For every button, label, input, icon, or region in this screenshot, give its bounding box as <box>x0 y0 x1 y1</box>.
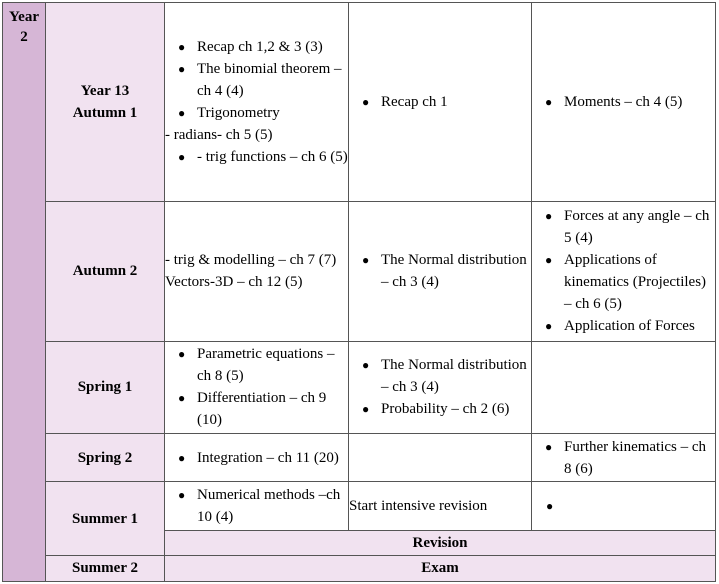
row-summer-1 <box>3 482 716 530</box>
term-summer-2: Summer 2 <box>46 555 165 581</box>
mechanics-cell <box>532 482 716 530</box>
list-item: ● - trig functions – ch 6 (5) <box>165 146 348 168</box>
list-item: ● Trigonometry <box>165 102 348 124</box>
statistics-cell <box>349 482 532 530</box>
term-line: Autumn 2 <box>72 263 138 280</box>
statistics-cell <box>349 3 532 202</box>
list-item: ● The Normal distribution – ch 3 (4) <box>349 249 531 293</box>
statistics-cell <box>349 341 532 433</box>
list-item: ● Recap ch 1,2 & 3 (3) <box>165 36 348 58</box>
mechanics-cell <box>532 341 716 433</box>
statistics-cell <box>349 434 532 482</box>
mechanics-cell <box>532 434 716 482</box>
list-item: ● Probability – ch 2 (6) <box>349 398 531 420</box>
scheme-of-work-table <box>2 2 716 582</box>
statistics-cell <box>349 202 532 342</box>
revision-cell: Revision <box>165 530 716 555</box>
list-item: ● Integration – ch 11 (20) <box>165 447 348 469</box>
pure-cell <box>165 202 349 342</box>
plain-line: - trig & modelling – ch 7 (7) <box>165 252 337 269</box>
row-autumn-1 <box>3 3 716 202</box>
list-item: ● Recap ch 1 <box>349 91 531 113</box>
term-autumn-1 <box>46 3 165 202</box>
pure-cell <box>165 434 349 482</box>
term-spring-1 <box>46 341 165 433</box>
year-label-cell <box>3 3 46 582</box>
plain-line: Vectors-3D – ch 12 (5) <box>165 274 303 291</box>
term-line: Spring 1 <box>77 379 133 396</box>
list-item: ● Application of Forces <box>532 315 715 337</box>
list-item: ● Parametric equations – ch 8 (5) <box>165 343 348 387</box>
term-autumn-2 <box>46 202 165 342</box>
list-item: ● Differentiation – ch 9 (10) <box>165 387 348 431</box>
list-item: ● Applications of kinematics (Projectiles) – ch 6 (5) <box>532 249 715 315</box>
plain-line: - radians- ch 5 (5) <box>165 127 273 144</box>
mechanics-cell <box>532 3 716 202</box>
term-line: Year 13 <box>80 83 130 100</box>
row-autumn-2 <box>3 202 716 342</box>
year-label: Year <box>9 9 39 25</box>
year-number: 2 <box>20 29 28 45</box>
mechanics-cell <box>532 202 716 342</box>
list-item: ● Moments – ch 4 (5) <box>532 91 715 113</box>
list-item: ● Numerical methods –ch 10 (4) <box>165 484 348 528</box>
list-item: ● The binomial theorem – ch 4 (4) <box>165 58 348 102</box>
pure-cell <box>165 482 349 530</box>
empty-bullet: ● <box>546 499 554 514</box>
term-line: Spring 2 <box>77 449 133 466</box>
row-summer-2 <box>3 555 716 581</box>
term-spring-2 <box>46 434 165 482</box>
pure-cell <box>165 3 349 202</box>
row-spring-1 <box>3 341 716 433</box>
plain-line: Start intensive revision <box>349 498 488 515</box>
list-item: ● Further kinematics – ch 8 (6) <box>532 436 715 480</box>
exam-cell: Exam <box>165 555 716 581</box>
row-spring-2 <box>3 434 716 482</box>
list-item: ● Forces at any angle – ch 5 (4) <box>532 205 715 249</box>
term-line: Autumn 1 <box>72 105 138 122</box>
list-item: ● The Normal distribution – ch 3 (4) <box>349 354 531 398</box>
term-summer-1 <box>46 482 165 555</box>
pure-cell <box>165 341 349 433</box>
term-line: Summer 1 <box>72 510 138 527</box>
